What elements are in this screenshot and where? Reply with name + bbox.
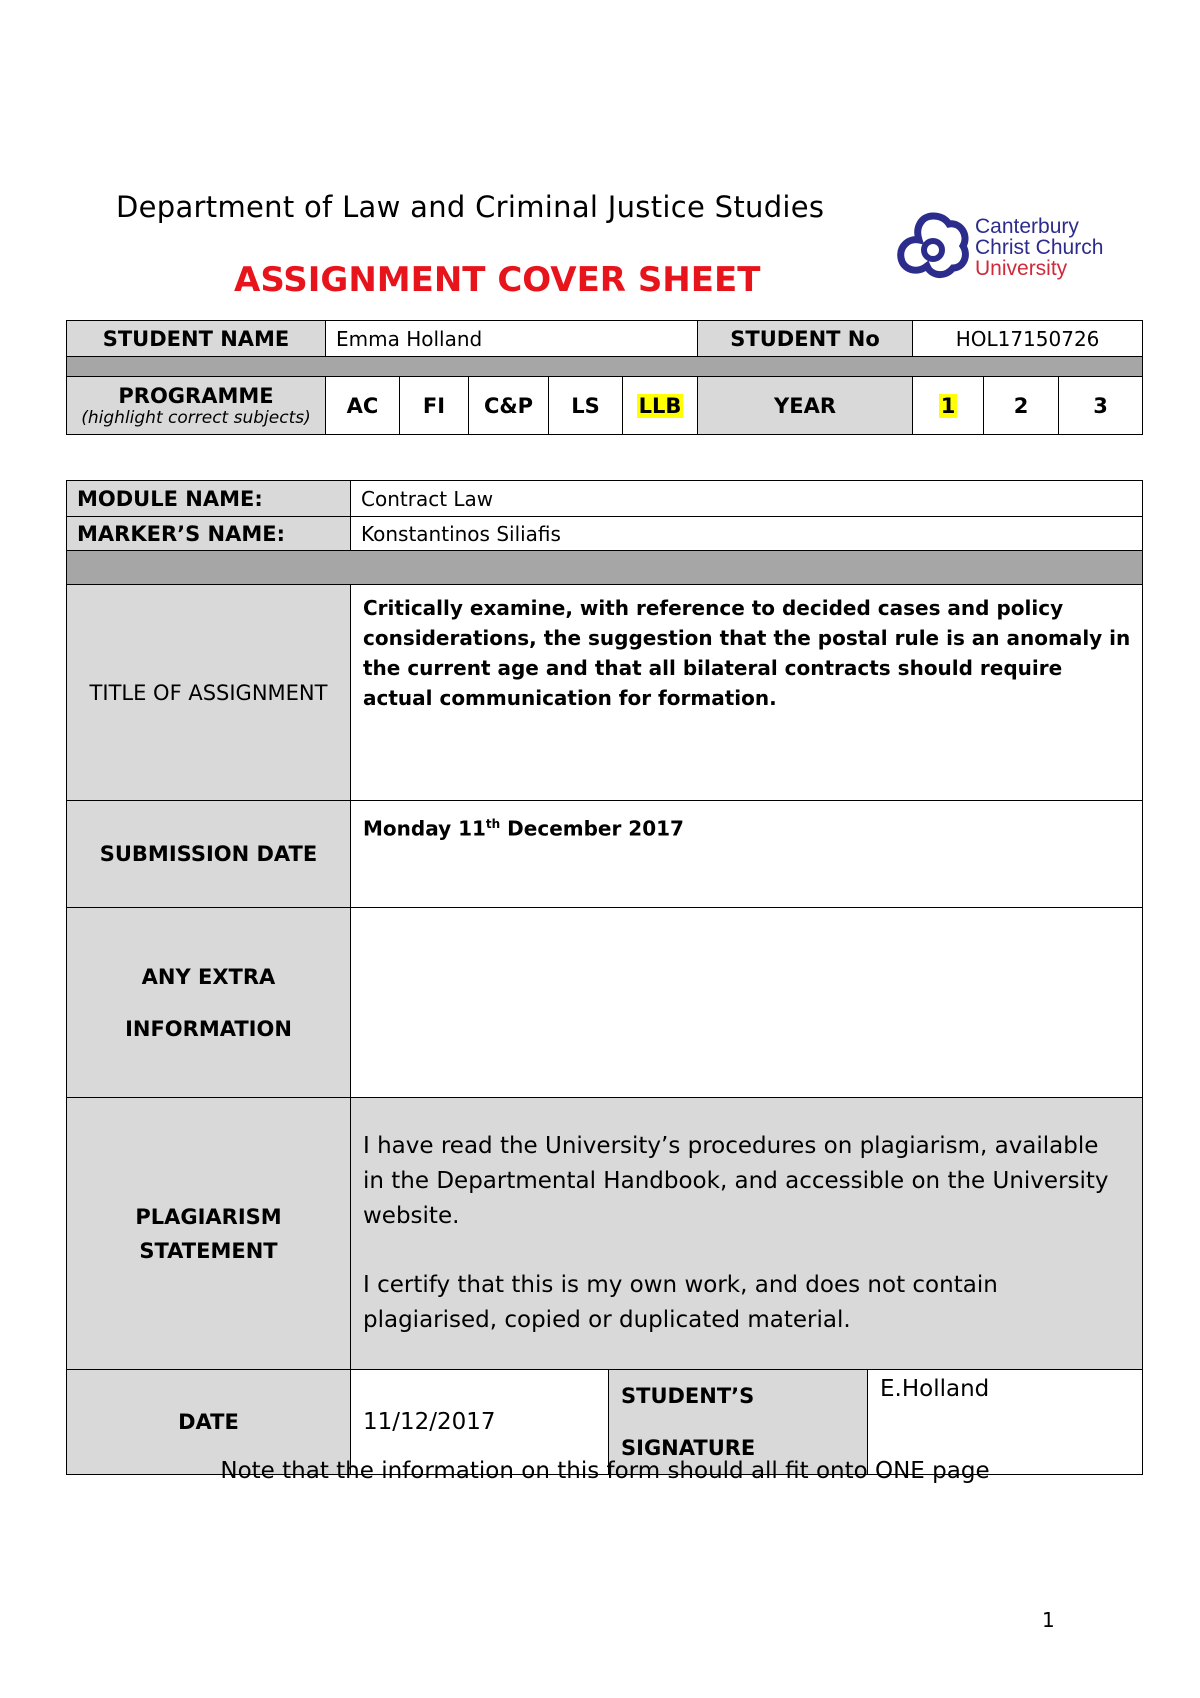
student-number-value[interactable]: HOL17150726 [913, 321, 1143, 357]
programme-option-cp[interactable]: C&P [469, 377, 549, 435]
assignment-title-label: TITLE OF ASSIGNMENT [67, 585, 351, 801]
student-name-label: STUDENT NAME [67, 321, 326, 357]
student-name-value[interactable]: Emma Holland [326, 321, 698, 357]
plagiarism-statement-label: PLAGIARISM STATEMENT [67, 1098, 351, 1370]
programme-option-ls[interactable]: LS [549, 377, 623, 435]
programme-option-fi[interactable]: FI [400, 377, 469, 435]
extra-info-value[interactable] [351, 908, 1143, 1098]
extra-info-label: ANY EXTRA INFORMATION [67, 908, 351, 1098]
footer-note: Note that the information on this form should all fit onto ONE page [220, 1458, 990, 1484]
university-emblem-icon [895, 210, 971, 280]
page-title: ASSIGNMENT COVER SHEET [234, 260, 761, 300]
assignment-title-value[interactable]: Critically examine, with reference to decided cases and policy considerations, the suggestion that the postal rule is an anomaly in the current age and that all bilateral contracts should require actual communication for formation. [351, 585, 1143, 801]
submission-date-value[interactable]: Monday 11th December 2017 [351, 801, 1143, 908]
programme-option-ac[interactable]: AC [326, 377, 400, 435]
signature-value[interactable]: E.Holland [868, 1370, 1143, 1475]
student-number-label: STUDENT No [698, 321, 913, 357]
department-heading: Department of Law and Criminal Justice Studies [116, 190, 825, 224]
marker-name-value[interactable]: Konstantinos Siliafis [351, 517, 1143, 551]
date-label: DATE [67, 1370, 351, 1475]
signature-label: STUDENT’S SIGNATURE [609, 1370, 868, 1475]
marker-name-label: MARKER’S NAME: [67, 517, 351, 551]
logo-text: Canterbury Christ Church University [975, 215, 1104, 280]
separator-bar [67, 357, 1143, 377]
student-programme-table [66, 320, 1143, 435]
page-number: 1 [1042, 1608, 1055, 1632]
submission-date-label: SUBMISSION DATE [67, 801, 351, 908]
year-option-3[interactable]: 3 [1059, 377, 1143, 435]
assignment-details-table [66, 480, 1143, 1475]
year-option-1[interactable] [913, 377, 984, 435]
programme-label: PROGRAMME (highlight correct subjects) [67, 377, 326, 435]
year-label: YEAR [698, 377, 913, 435]
separator-bar [67, 551, 1143, 585]
programme-hint: (highlight correct subjects) [81, 407, 311, 428]
year-option-2[interactable]: 2 [984, 377, 1059, 435]
programme-option-llb[interactable] [623, 377, 698, 435]
university-logo [895, 210, 1120, 285]
module-name-label: MODULE NAME: [67, 481, 351, 517]
selected-highlight: LLB [638, 393, 682, 418]
date-value[interactable]: 11/12/2017 [351, 1370, 609, 1475]
module-name-value[interactable]: Contract Law [351, 481, 1143, 517]
selected-highlight: 1 [940, 393, 956, 418]
plagiarism-statement-text: I have read the University’s procedures on plagiarism, available in the Departmental Handbook, and accessible on the University website. I certify that this is my own work, and does not contain plagiarised, copied or duplicated material. [351, 1098, 1143, 1370]
